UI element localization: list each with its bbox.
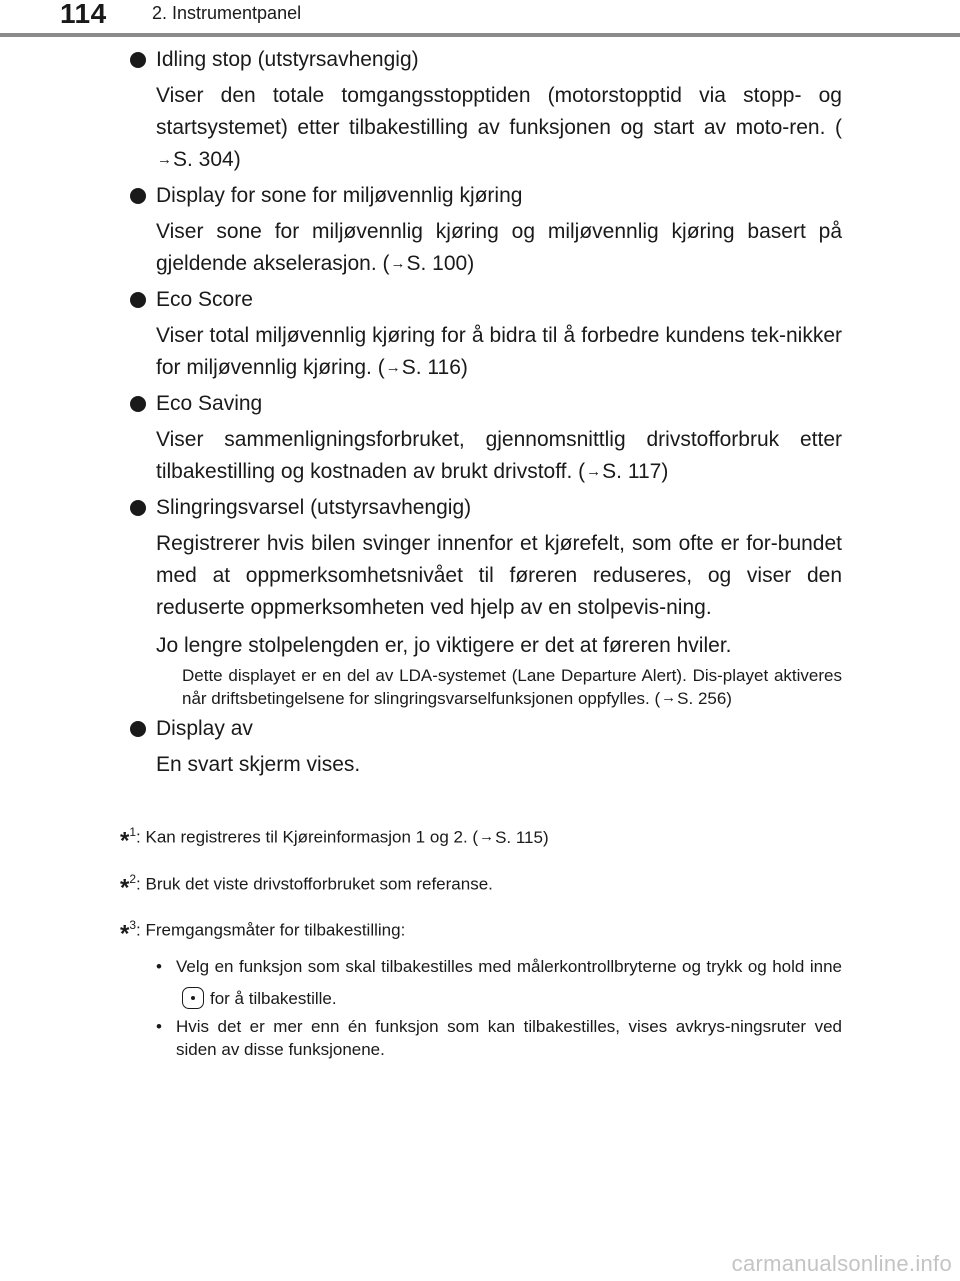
page-number: 114 [60,0,107,29]
footnotes [120,820,842,1074]
list-item-text-end: for å tilbakestille. [210,988,337,1008]
item-eco-saving [130,388,842,490]
footnote-number: 1 [129,825,137,839]
bullet-icon [130,52,146,68]
item-description: Viser total miljøvennlig kjøring for å bidra til å forbedre kundens tek-nikker for miljøvennlig kjøring. ( [156,324,842,379]
arrow-right-icon: → [385,359,401,376]
item-title: Slingringsvarsel (utstyrsavhengig) [156,496,472,519]
list-bullet: • [156,1016,162,1036]
item-eco-zone-display [130,180,842,282]
list-item-text: Hvis det er mer enn én funksjon som kan tilbakestilles, vises avkrys-ningsruter ved siden av disse funksjonene. [176,1016,842,1059]
item-description: Registrerer hvis bilen svinger innenfor et kjørefelt, som ofte er for-bundet med at oppmerksomhetsnivået til føreren reduseres, og viser den reduserte oppmerksomheten ved hjelp av en stolpevis-ning. [156,532,842,619]
item-idling-stop [130,44,842,178]
item-title: Eco Score [156,288,253,311]
watermark: carmanualsonline.info [731,1251,952,1276]
item-title: Display for sone for miljøvennlig kjøring [156,184,523,207]
page-reference: S. 116) [401,356,468,379]
item-title: Idling stop (utstyrsavhengig) [156,48,419,71]
footnote-star: * [120,827,130,855]
arrow-right-icon: → [479,827,495,845]
bullet-icon [130,500,146,516]
list-bullet: • [156,956,162,976]
footnote-star: * [120,920,130,948]
footnote-text: : Fremgangsmåter for tilbakestilling: [136,920,406,940]
item-description: Viser sone for miljøvennlig kjøring og miljøvennlig kjøring basert på gjeldende akselerasjon. ( [156,220,842,275]
meter-control-switch-icon [182,987,204,1009]
page-reference: S. 115) [495,827,549,847]
item-description-2: Jo lengre stolpelengden er, jo viktigere er det at føreren hviler. [156,634,732,657]
page-reference: S. 100) [406,252,475,275]
footnote-2 [120,867,842,901]
item-description: Viser sammenligningsforbruket, gjennomsnittlig drivstofforbruk etter tilbakestilling og kostnaden av brukt drivstoff. ( [156,428,842,483]
item-note: Dette displayet er en del av LDA-systemet (Lane Departure Alert). Dis-playet aktiveres når driftsbetingelsene for slingringsvarselfunksjonen oppfylles. ( [182,666,842,708]
item-title: Display av [156,717,253,740]
list-item [156,1015,842,1061]
page-reference: S. 304) [173,148,241,171]
bullet-icon [130,188,146,204]
arrow-right-icon: → [586,463,602,480]
footnote-number: 2 [129,871,137,886]
chapter-title: 2. Instrumentpanel [152,3,302,23]
bullet-icon [130,396,146,412]
arrow-right-icon: → [157,151,172,168]
footnote-3 [120,913,842,1061]
arrow-right-icon: → [661,689,677,706]
main-content [130,42,842,781]
item-description: Viser den totale tomgangsstopptiden (motorstopptid via stopp- og startsystemet) etter tilbakestilling av funksjonen og start av moto-ren. ( [156,84,842,139]
reset-steps-list [156,951,842,1061]
bullet-icon [130,721,146,737]
item-eco-score [130,284,842,386]
bullet-icon [130,292,146,308]
page-reference: S. 117) [602,460,669,483]
footnote-star: * [120,874,130,902]
header-rule [0,33,960,37]
footnote-1 [120,820,842,854]
arrow-right-icon: → [390,255,406,272]
page-reference: S. 256) [677,689,732,708]
item-lane-sway-warning [130,492,842,711]
item-display-off [130,713,842,781]
footnote-number: 3 [129,918,137,933]
item-description: En svart skjerm vises. [156,753,361,776]
list-item-text: Velg en funksjon som skal tilbakestilles med målerkontrollbryterne og trykk og hold inne [176,956,842,976]
list-item [156,951,842,1015]
footnote-text: : Kan registreres til Kjøreinformasjon 1 og 2. ( [136,827,479,847]
footnote-text: : Bruk det viste drivstofforbruket som referanse. [136,874,493,894]
item-title: Eco Saving [156,392,263,415]
